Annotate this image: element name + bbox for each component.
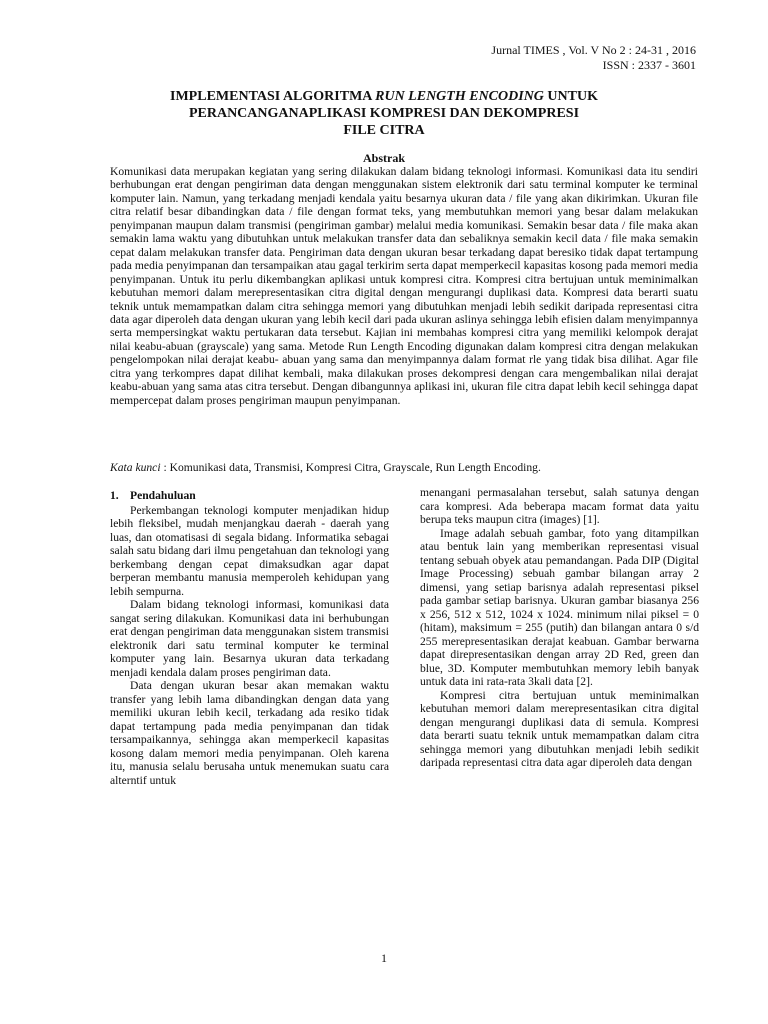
- title-part-3: UNTUK: [543, 89, 598, 104]
- journal-header: [491, 43, 696, 73]
- left-column: [110, 489, 389, 787]
- right-paragraph: Kompresi citra bertujuan untuk meminimalkan kebutuhan memori dalam merepresentasikan citra digital dengan mengurangi duplikasi data di semula. Kompresi data berarti suatu teknik untuk memampatkan dalam citra sehingga memori yang dibutuhkan menjadi lebih sedikit daripada representasi citra data agar diperoleh data dengan: [420, 688, 699, 769]
- title-line-1: [100, 88, 668, 105]
- section-number: 1.: [110, 489, 119, 502]
- journal-issn: ISSN : 2337 - 3601: [602, 58, 696, 72]
- abstract-heading: Abstrak: [362, 151, 405, 165]
- keywords-label: Kata kunci: [110, 461, 161, 474]
- right-paragraph: menangani permasalahan tersebut, salah satunya dengan cara kompresi. Ada beberapa macam format data yaitu berupa teks maupun citra (images) [1].: [420, 486, 699, 526]
- left-paragraph: Perkembangan teknologi komputer menjadikan hidup lebih fleksibel, mudah menjangkau daerah - daerah yang luas, dan otomatisasi di segala bidang. Informatika sebagai salah satu bidang dari ilmu pengetahuan dan teknologi yang berkembang dengan cepat dimaksudkan agar dapat berperan membantu manusia memperoleh kehidupan yang lebih sempurna.: [110, 503, 389, 598]
- left-paragraph: Data dengan ukuran besar akan memakan waktu transfer yang lebih lama dibandingkan dengan data yang memiliki ukuran lebih kecil, terkadang ada resiko tidak dapat tertampung pada media penyimpanan dan tidak tersampaikannya, sehingga akan memperkecil kapasitas kosong dalam memori media penyimpanan. Oleh karena itu, manusia selalu berusaha untuk menemukan suatu cara alterntif untuk: [110, 679, 389, 787]
- abstract-text: Komunikasi data merupakan kegiatan yang sering dilakukan dalam bidang teknologi informasi. Komunikasi data itu sendiri berhubungan erat dengan pengiriman data dengan menggunakan sistem elektronik dari satu terminal komputer ke terminal komputer lain. Namun, yang terkadang menjadi kendala yaitu besarnya ukuran data / file yang akan dikirimkan. Ukuran file citra relatif besar dibandingkan data / file dengan format teks, yang membutuhkan memori yang besar dalam melakukan penyimpanan maupun dalam transmisi (pengiriman gambar) melalui media komunikasi. Semakin besar data / file maka akan semakin lama waktu yang dibutuhkan untuk melakukan transfer data dan sebaliknya semakin kecil data / file maka semakin cepat dalam melakukan transfer data. Pengiriman data dengan ukuran besar terkadang dapat beresiko tidak dapat tertampung pada media penyimpanan dan tersampaikan atau gagal terkirim serta dapat memperkecil kapasitas kosong pada memori media penyimpanan. Untuk itu perlu dikembangkan aplikasi untuk kompresi citra. Kompresi citra bertujuan untuk meminimalkan kebutuhan memori dalam merepresentasikan citra digital dengan mengurangi duplikasi data. Kompresi data berarti suatu teknik untuk memampatkan dalam citra sehingga memori yang dibutuhkan menjadi lebih sedikit daripada representasi citra data agar diperoleh data dengan ukuran yang lebih kecil dari pada ukuran aslinya sehingga lebih efisien dalam menyimpannya serta mempersingkat waktu pertukaran data tersebut. Kajian ini membahas kompresi citra yang memiliki kelompok derajat nilai keabu-abuan (grayscale) yang sama. Metode Run Length Encoding digunakan dalam kompresi citra dengan melakukan pengelompokan nilai derajat keabu- abuan yang sama dan menyimpannya dalam format rle yang tidak bisa dilihat. Agar file citra yang terkompres dapat dilihat kembali, maka dilakukan proses dekompresi dengan cara mengembalikan nilai derajat keabu-abuan yang sama atas citra tersebut. Dengan dibangunnya aplikasi ini, ukuran file citra dapat lebih kecil sehingga dapat mempercepat dalam proses pengiriman maupun penyimpanan.: [110, 165, 698, 407]
- title-line-2: PERANCANGANAPLIKASI KOMPRESI DAN DEKOMPRESI: [188, 106, 580, 121]
- title-part-1: IMPLEMENTASI ALGORITMA: [170, 89, 376, 104]
- right-column: [420, 486, 699, 770]
- page-number: 1: [381, 951, 387, 965]
- keywords-text: : Komunikasi data, Transmisi, Kompresi Citra, Grayscale, Run Length Encoding.: [160, 461, 541, 474]
- section-title: Pendahuluan: [130, 489, 196, 502]
- journal-citation: Jurnal TIMES , Vol. V No 2 : 24-31 , 2016: [491, 43, 696, 57]
- left-paragraph: Dalam bidang teknologi informasi, komunikasi data sangat sering dilakukan. Komunikasi data ini berhubungan erat dengan pengiriman data menggunakan sistem transmisi elektronik dari satu terminal komputer ke terminal komputer yang lain. Besarnya ukuran data terkadang menjadi kendala dalam proses pengiriman data.: [110, 598, 389, 679]
- paper-title: [100, 88, 668, 139]
- title-line-3: FILE CITRA: [343, 123, 425, 138]
- keywords: [110, 461, 698, 475]
- section-heading: [110, 489, 389, 503]
- title-part-2-italic: RUN LENGTH ENCODING: [375, 89, 544, 104]
- right-paragraph: Image adalah sebuah gambar, foto yang ditampilkan atau bentuk lain yang memberikan representasi visual tentang sebuah obyek atau pemandangan. Pada DIP (Digital Image Processing) sebuah gambar bilangan array 2 dimensi, yang setiap barisnya adalah representasi piksel pada gambar setiap barisnya. Ukuran gambar biasanya 256 x 256, 512 x 512, 1024 x 1024. minimum nilai piksel = 0 (hitam), maksimum = 255 (putih) dan bilangan antara 0 s/d 255 merepresentasikan derajat keabuan. Gambar berwarna dapat direpresentasikan dengan array 2D Red, green dan blue, 3D. Komputer membutuhkan memory lebih banyak untuk data ini rata-rata 3kali data [2].: [420, 526, 699, 688]
